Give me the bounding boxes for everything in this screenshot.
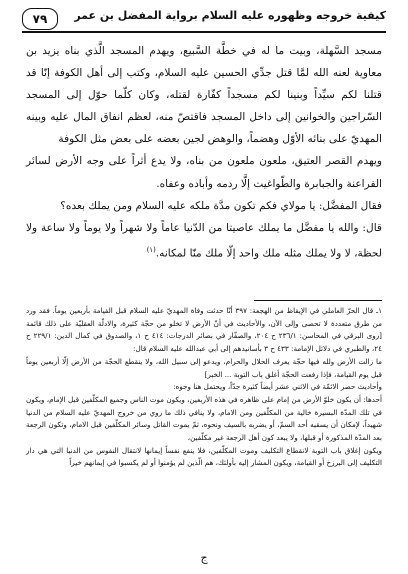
footnote-paragraph: ما زالت الأرض ولله فيها حجّة يعرف الحلال والحرام، ويدعو إلى سبيل الله، ولا ينقطع الحجّة من الأرض إلّا أربعين يوماً قبل يوم القيامة، فإذا رفعت الحجّة أغلق باب التوبة ... الخبر] — [26, 356, 382, 379]
footnote-paragraph: أحدها: أن يكون خلوّ الأرض من إمام على ظاهره في هذه الأربعين، ويكون موت الناس وجميع المكلّفين قبل الإمام، ويكون في تلك المدّة البسيرة خالية من المكلّفين ومن الامام، ولا ينافي ذلك ما روي من خروج المهديّ عليه السلام من الدنيا شهيداً، لإمكان أن يسقيه أحد السمّ، أو يضربه بالسيف ونحوه، ثمّ يموت القاتل وسائر المكلّفين قبل الامام، وتكون الرجعة بعد المدّة المذكورة أو قبلها، ولا يبعد كون أهل الرجعة غير مكلّفين، — [26, 394, 382, 443]
main-text — [26, 40, 382, 264]
footnote-paragraph: ١ـ قال الحرّ العاملي في الإيقاظ من الهجعة: ٣٩٧ أنّا حدثت وفاة المهديّ عليه السلام قبل القيامة بأربعين يوماً. فقد ورد من طرق متعددة لا تحصى وإلى الآن، والأحاديث في أنّ الأرض لا تخلو من حجّة كثيرة، والادلّة العقليّة على ذلك قائمة [روى البرقي في المحاسن: ٢٣٦/١ ح ٢٠٤، والصفّار في بصائر الدرجات: ٤١٤ ح ١، والصدوق في كمال الدين: ٢٢٩/١ ح ٢٤، والطبري في دلائل الإمامة: ٤٣٣ ح ٣ بأسانيدهم إلى أبي عبدالله عليه السلام قال: — [26, 306, 382, 354]
paragraph-text: قال: والله يا مفضَّل ما يملك عاصيتا من الدّنيا عاماً ولا شهراً ولا يوماً ولا ساعة ولا لحظة، لا ولا يملك مثله ملك واحد إلّا ملك منّا لمكانه. — [26, 221, 382, 260]
paragraph — [26, 217, 382, 265]
header-divider — [22, 31, 386, 33]
paragraph: فقال المفضَّل: يا مولاي فكم تكون مدَّة ملكه عليه السلام ومن يملك بعده؟ — [60, 199, 382, 212]
running-title: كيفية خروجه وظهوره عليه السلام برواية المفضل بن عمر — [74, 9, 386, 22]
footnote-paragraph: وأحاديث حصر الائمّة في الاثني عشر أيضاً كثيرة جدّاً، ويحتمل هنا وجوه: — [173, 382, 382, 392]
page-header — [22, 7, 386, 33]
footnote-paragraph: ويكون إغلاق باب التوبة لانقطاع التكليف وموت المكلّفين، فلا ينفع نفساً إيمانها لانتقال النفوس من الدنيا التي هي دار التكليف إلى البرزخ أو القيامة، ويكون المشار إليه بأولئك، هم الّذين لم يؤمنوا أو لم يكسبوا في إيمانهم خيراً — [26, 445, 382, 468]
paragraph: ويهدم القصر العتيق، ملعون ملعون من بناه، ولا يدع أثراً على وجه الأرض لسائر الفراعنة والجبابرة والطّواغيت إلَّا ردمه وأباده وعفاه. — [26, 155, 382, 190]
footnotes — [26, 305, 382, 470]
page-signature: ج — [200, 551, 208, 564]
page-number: ٧٩ — [22, 8, 58, 30]
footnote-divider — [254, 300, 382, 301]
paragraph: مسجد السَّهلة، وبيت ما له في خطَّة السَّبيع، ويهدم المسجد الَّذي بناه يزيد بن معاوية لعنه الله لمَّا قتل جدِّي الحسين عليه السلام، وكتب إلى أهل الكوفة إنّا قد قتلنا لكم سيِّداً وبنينا لكم مسجداً كفّارة لقتله، وكان كلّما حوّل إلى المسجد السّراجين والخوانين إلى داخل المسجد فاقتصّ منه، لعظم انفاق المال عليه وبينه المهديّ على بنائه الأوّل وهضماً، والوهض لجين بعضه على بعض مثل الكوفة — [26, 45, 382, 146]
footnote-reference: (١) — [146, 245, 156, 254]
